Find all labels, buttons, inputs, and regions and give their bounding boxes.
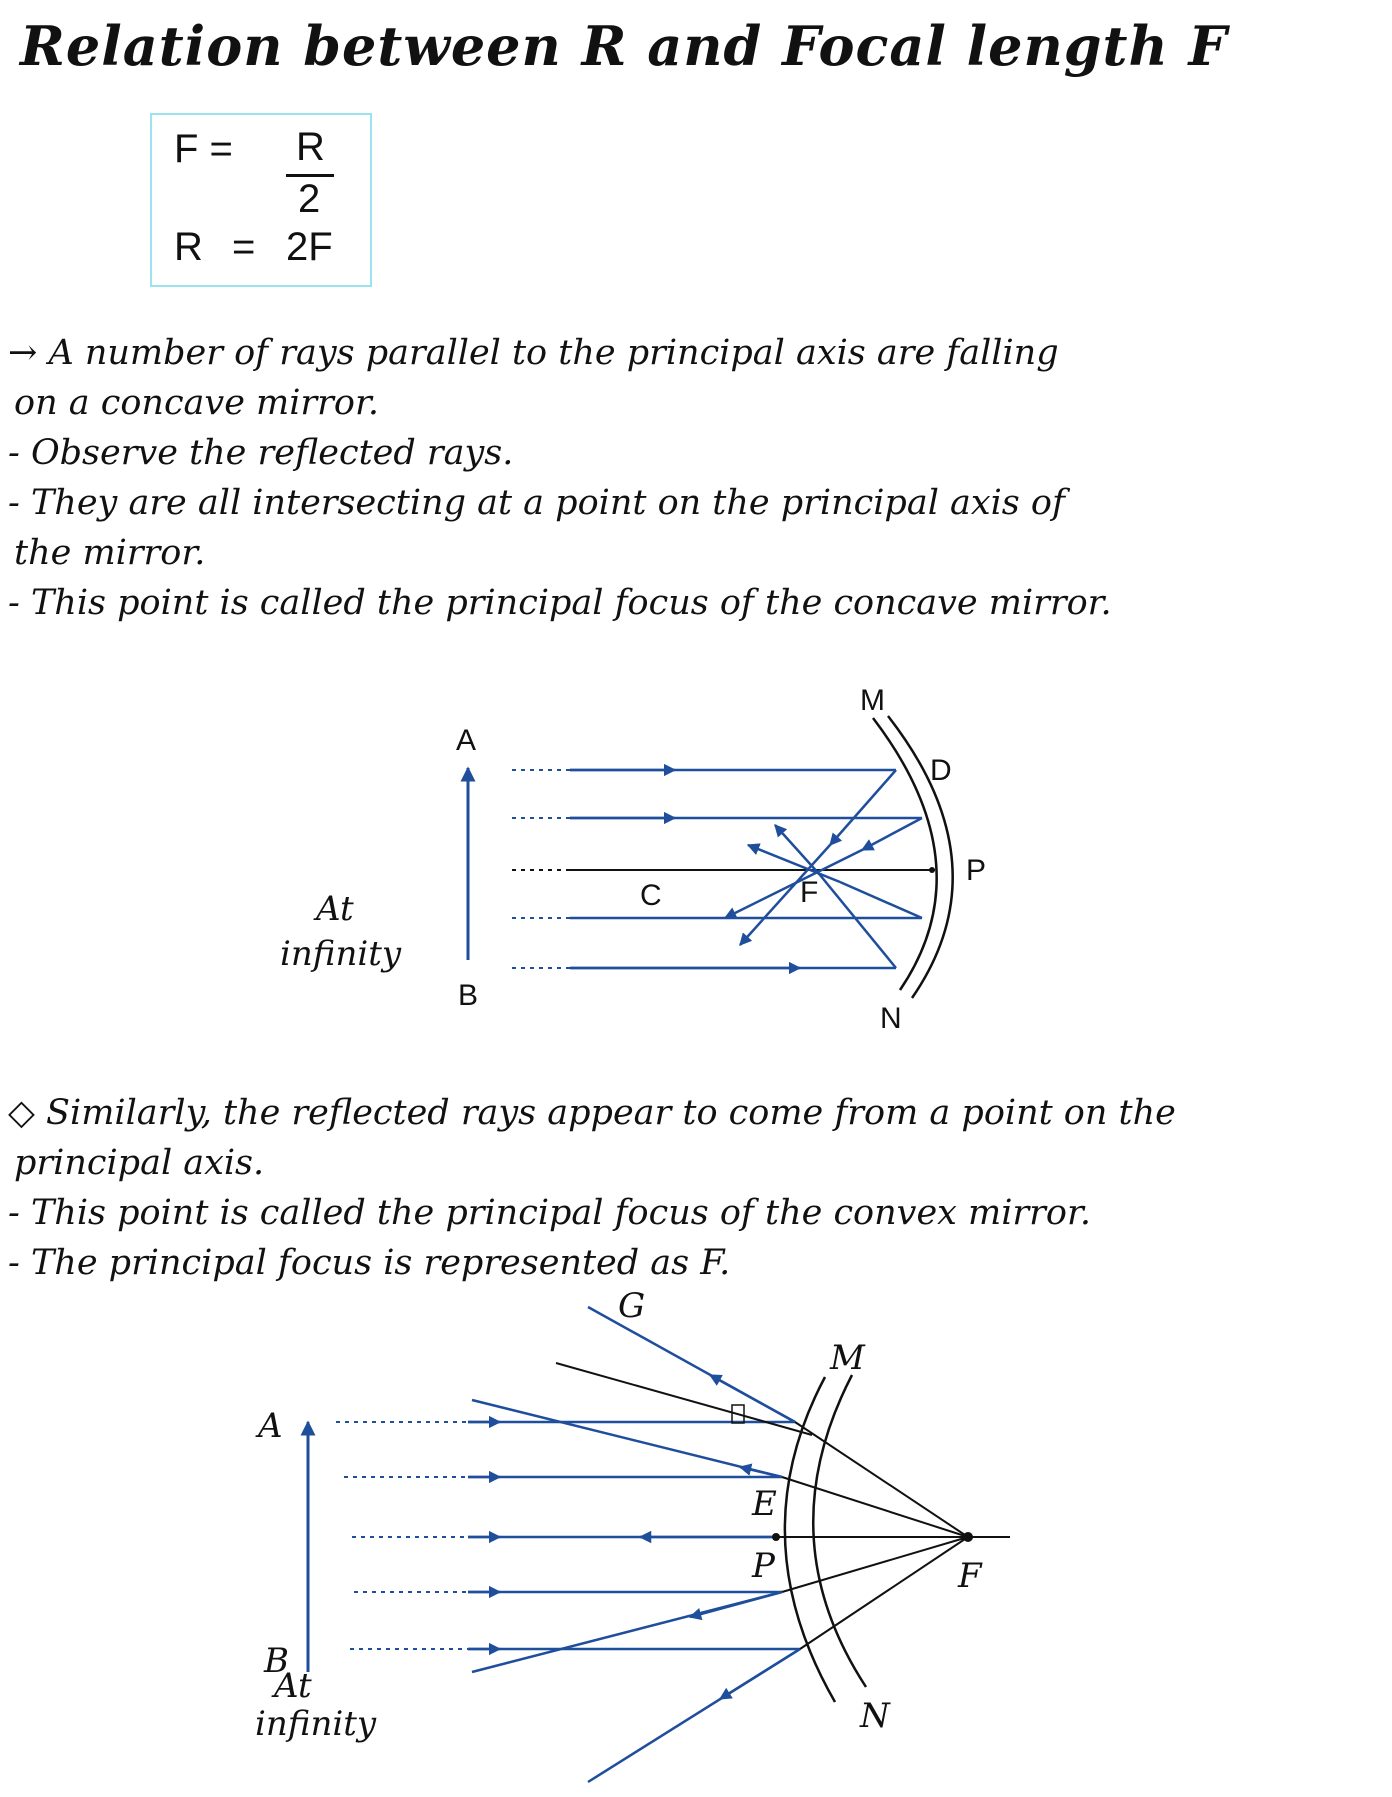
label-n: N (880, 1002, 902, 1035)
focal-formula-numerator: R (296, 125, 325, 169)
radius-formula-lhs: R (174, 225, 203, 269)
concave-line-2: on a concave mirror. (14, 383, 379, 423)
label-a: A (456, 724, 477, 757)
concave-line-5: the mirror. (14, 533, 206, 573)
label-n: N (860, 1696, 890, 1736)
infinity-label: infinity (280, 934, 402, 974)
convex-line-2: principal axis. (14, 1143, 265, 1183)
label-b: B (458, 979, 479, 1012)
focal-formula-denominator: 2 (298, 177, 321, 221)
infinity-label: infinity (255, 1704, 377, 1744)
focus-point (963, 1532, 973, 1542)
concave-line-4: - They are all intersecting at a point on the principal axis of (8, 483, 1065, 523)
concave-line-1: → A number of rays parallel to the principal axis are falling (8, 333, 1059, 373)
label-b: B (264, 1641, 289, 1681)
label-m: M (860, 684, 885, 717)
label-d: D (930, 754, 952, 787)
concave-line-6: - This point is called the principal focus of the concave mirror. (8, 583, 1112, 623)
at-label: At (316, 889, 354, 929)
at-label: At (274, 1666, 312, 1706)
convex-line-4: - The principal focus is represented as F. (8, 1243, 731, 1283)
concave-line-3: - Observe the reflected rays. (8, 433, 514, 473)
label-a: A (258, 1406, 283, 1446)
label-f: F (800, 876, 819, 909)
formula-box (150, 113, 372, 287)
concave-mirror (873, 718, 937, 990)
convex-mirror-diagram (0, 1287, 1392, 1797)
page-title: Relation between R and Focal length F (20, 14, 1228, 78)
radius-formula-rhs: 2F (286, 225, 333, 269)
focal-formula-lhs: F = (174, 127, 233, 171)
label-f: F (958, 1556, 982, 1596)
label-p: P (966, 854, 987, 887)
convex-line-3: - This point is called the principal focus of the convex mirror. (8, 1193, 1091, 1233)
normal-line (556, 1363, 812, 1435)
label-m: M (830, 1338, 865, 1378)
concave-mirror-diagram (0, 680, 1392, 1040)
label-p: P (752, 1546, 775, 1586)
label-e: E (752, 1484, 777, 1524)
label-c: C (640, 879, 662, 912)
radius-formula-equals: = (232, 225, 256, 269)
label-g: G (618, 1287, 646, 1326)
convex-line-1: ◇ Similarly, the reflected rays appear to come from a point on the (8, 1093, 1176, 1133)
